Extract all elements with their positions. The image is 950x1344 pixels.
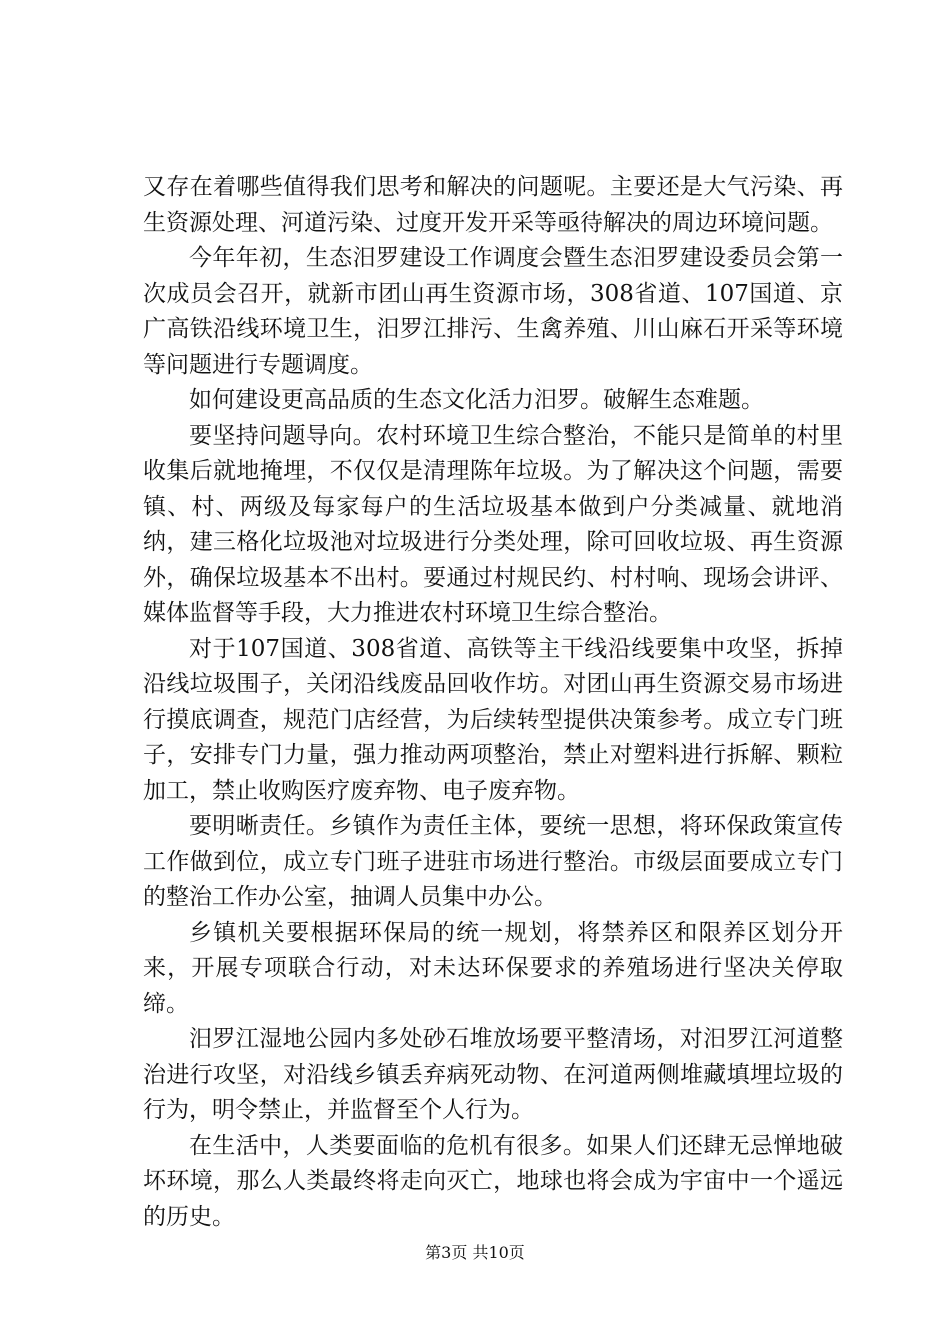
paragraph-1: 又存在着哪些值得我们思考和解决的问题呢。主要还是大气污染、再生资源处理、河道污染、过度开发开采等亟待解决的周边环境问题。 bbox=[143, 174, 843, 236]
paragraph-5: 对于107国道、308省道、高铁等主干线沿线要集中攻坚，拆掉沿线垃圾围子，关闭沿线废品回收作坊。对团山再生资源交易市场进行摸底调查，规范门店经营，为后续转型提供决策参考。成立专门班子，安排专门力量，强力推动两项整治，禁止对塑料进行拆解、颗粒加工，禁止收购医疗废弃物、电子废弃物。 bbox=[143, 635, 843, 804]
paragraph-2: 今年年初，生态汨罗建设工作调度会暨生态汨罗建设委员会第一次成员会召开，就新市团山再生资源市场，308省道、107国道、京广高铁沿线环境卫生，汨罗江排污、生禽养殖、川山麻石开采等环境等问题进行专题调度。 bbox=[143, 245, 843, 378]
page-footer: 第3页 共10页 bbox=[425, 1243, 525, 1262]
paragraph-6: 要明晰责任。乡镇作为责任主体，要统一思想，将环保政策宣传工作做到位，成立专门班子进驻市场进行整治。市级层面要成立专门的整治工作办公室，抽调人员集中办公。 bbox=[143, 813, 843, 910]
paragraph-8: 汨罗江湿地公园内多处砂石堆放场要平整清场，对汨罗江河道整治进行攻坚，对沿线乡镇丢弃病死动物、在河道两侧堆藏填埋垃圾的行为，明令禁止，并监督至个人行为。 bbox=[143, 1026, 843, 1123]
paragraph-3: 如何建设更高品质的生态文化活力汨罗。破解生态难题。 bbox=[189, 387, 764, 413]
paragraph-9: 在生活中，人类要面临的危机有很多。如果人们还肆无忌惮地破坏环境，那么人类最终将走向灭亡，地球也将会成为宇宙中一个遥远的历史。 bbox=[143, 1132, 843, 1230]
paragraph-4: 要坚持问题导向。农村环境卫生综合整治，不能只是简单的村里收集后就地掩埋，不仅仅是清理陈年垃圾。为了解决这个问题，需要镇、村、两级及每家每户的生活垃圾基本做到户分类减量、就地消纳，建三格化垃圾池对垃圾进行分类处理，除可回收垃圾、再生资源外，确保垃圾基本不出村。要通过村规民约、村村响、现场会讲评、媒体监督等手段，大力推进农村环境卫生综合整治。 bbox=[143, 422, 843, 626]
paragraph-7: 乡镇机关要根据环保局的统一规划，将禁养区和限养区划分开来，开展专项联合行动，对未达环保要求的养殖场进行坚决关停取缔。 bbox=[143, 919, 843, 1017]
document-body bbox=[143, 170, 843, 1235]
